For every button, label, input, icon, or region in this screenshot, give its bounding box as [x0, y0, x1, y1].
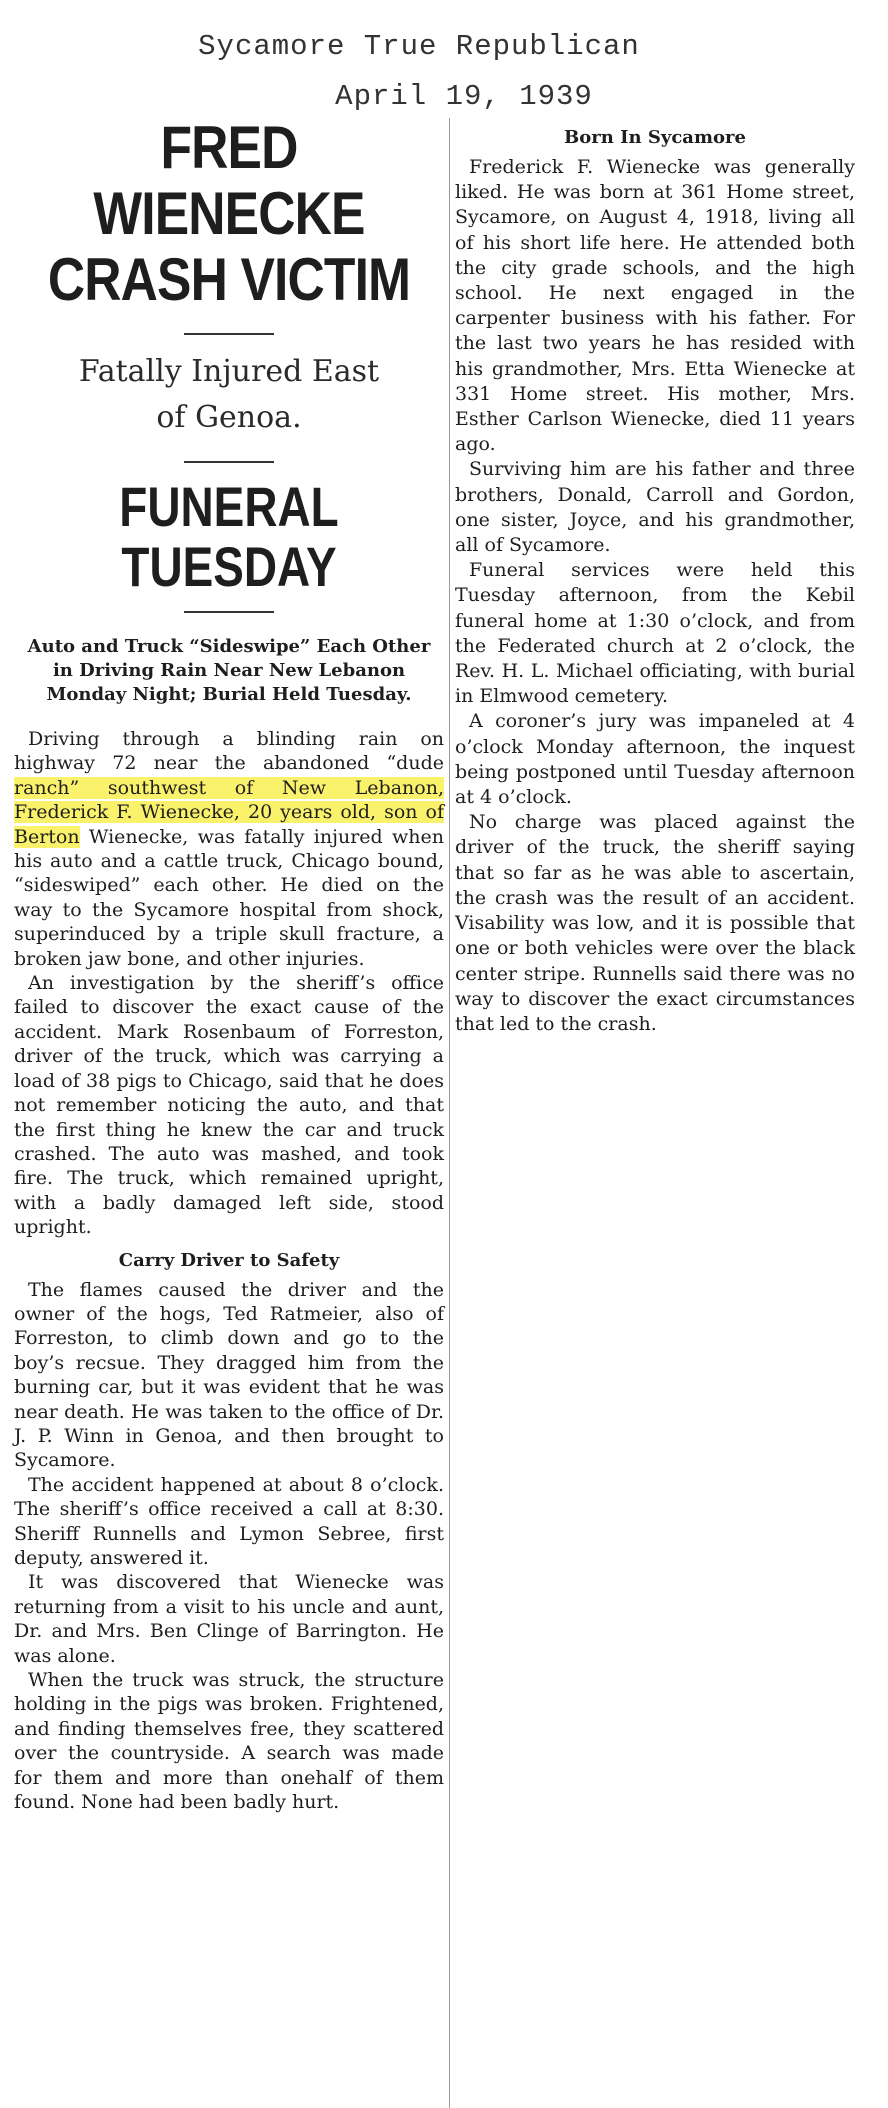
article-paragraph: An investigation by the sheriff’s office failed to discover the exact cause of the accident. Mark Rosenbaum of Forreston, driver of the truck, which was carrying a load of 38 pigs to Chicago, said that he does not remember noticing the auto, and that the first thing he knew the car and truck crashed. The auto was mashed, and took fire. The truck, which remained upright, with a badly damaged left side, stood upright. — [14, 972, 444, 1239]
lead-text-end: Wienecke, was fatally injured when his auto and a cattle truck, Chicago bound, “sideswiped” each other. He died on the way to the Sycamore hospital from shock, superinduced by a triple skull fracture, a broken jaw bone, and other injuries. — [14, 825, 444, 970]
column-divider — [449, 118, 450, 2108]
article-paragraph: The accident happened at about 8 o’clock. The sheriff’s office received a call at 8:30. Sheriff Runnells and Lymon Sebree, first deputy, answered it. — [14, 1473, 444, 1569]
article-paragraph: Funeral services were held this Tuesday afternoon, from the Kebil funeral home at 1:30 o’clock, and from the Federated church at 2 o’clock, the Rev. H. L. Michael officiating, with burial in Elmwood cemetery. — [455, 559, 855, 708]
article-paragraph: A coroner’s jury was impaneled at 4 o’clock Monday afternoon, the inquest being postponed until Tuesday afternoon at 4 o’clock. — [455, 710, 855, 809]
lead-text-start: Driving through a blinding rain on highway 72 near the abandoned “dude — [14, 728, 444, 775]
right-body — [455, 155, 855, 1037]
headline-rule — [184, 333, 274, 335]
article-paragraph: When the truck was struck, the structure holding in the pigs was broken. Frightened, and finding themselves free, they scattered over the countryside. A search was made for them and more than onehalf of them found. None had been badly hurt. — [14, 1669, 444, 1814]
article-paragraph: Surviving him are his father and three brothers, Donald, Carroll and Gordon, one sister, Joyce, and his grandmother, all of Sycamore. — [455, 458, 855, 557]
lead-paragraph — [14, 727, 444, 971]
highlighted-text: ranch” southwest of New Lebanon, Frederick F. Wienecke, 20 years old, son of Berton — [14, 776, 444, 848]
headline-line-2: CRASH VICTIM — [47, 246, 411, 313]
subheadline-line-2: of Genoa. — [156, 400, 302, 435]
subheadline-line-1: Fatally Injured East — [78, 354, 380, 389]
publication-date: April 19, 1939 — [335, 80, 593, 113]
article-paragraph: Frederick F. Wienecke was generally liked. He was born at 361 Home street, Sycamore, on August 4, 1918, living all of his short life here. He attended both the city grade schools, and the high school. He next engaged in the carpenter business with his father. For the last two years he has resided with his grandmother, Mrs. Etta Wienecke at 331 Home street. His mother, Mrs. Esther Carlson Wienecke, died 11 years ago. — [455, 156, 855, 456]
article-deck: Auto and Truck “Sideswipe” Each Other in Driving Rain Near New Lebanon Monday Night; Burial Held Tuesday. — [27, 636, 431, 705]
left-column — [14, 115, 444, 1814]
section-heading-born: Born In Sycamore — [564, 127, 746, 148]
funeral-headline: FUNERAL TUESDAY — [119, 475, 339, 598]
article-paragraph: It was discovered that Wienecke was returning from a visit to his uncle and aunt, Dr. and Mrs. Ben Clinge of Barrington. He was alone. — [14, 1571, 444, 1667]
left-body — [14, 727, 444, 1814]
publication-name: Sycamore True Republican — [198, 30, 640, 63]
funeral-rule — [184, 611, 274, 613]
article-paragraph: The flames caused the driver and the owner of the hogs, Ted Ratmeier, also of Forreston, to climb down and go to the boy’s recsue. They dragged him from the burning car, but it was evident that he was near death. He was taken to the office of Dr. J. P. Winn in Genoa, and then brought to Sycamore. — [14, 1278, 444, 1472]
section-heading-carry-driver: Carry Driver to Safety — [118, 1249, 340, 1271]
subheadline-rule — [184, 461, 274, 463]
headline-line-1: FRED WIENECKE — [93, 114, 365, 247]
article-paragraph: No charge was placed against the driver of the truck, the sheriff saying that so far as he was able to ascertain, the crash was the result of an accident. Visability was low, and it is possible that one or both vehicles were over the black center stripe. Runnells said there was no way to discover the exact circumstances that led to the crash. — [455, 811, 855, 1035]
right-column — [455, 125, 855, 1037]
